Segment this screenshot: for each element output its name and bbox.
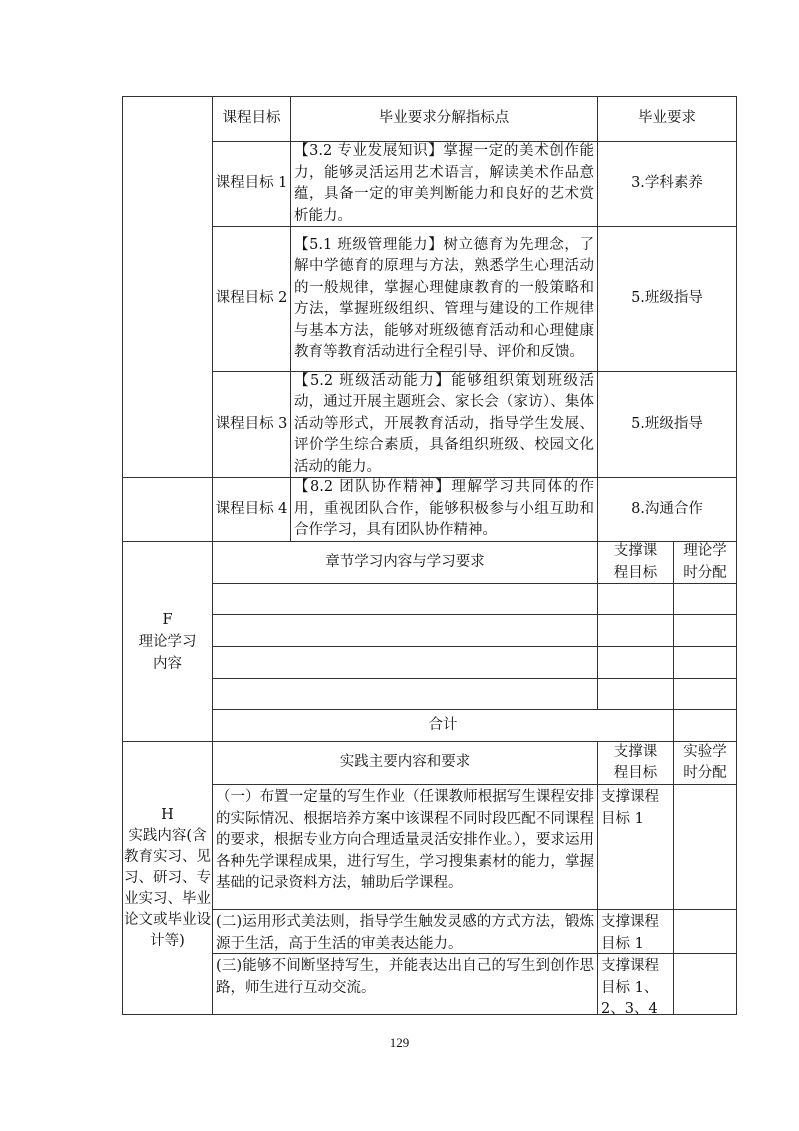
- theory-header-hours: 理论学时分配: [683, 543, 727, 581]
- practice-support-cell: 支撑课程目标 1、2、3、4: [601, 958, 659, 1017]
- practice-label-text: H 实践内容(含教育实习、见习、研习、专业实习、毕业论文或毕业设计等): [124, 806, 211, 949]
- indicator-cell: [291, 142, 597, 226]
- practice-support-cell: 支撑课程目标 1: [601, 789, 659, 827]
- col-header-requirement: 毕业要求: [638, 110, 696, 127]
- indicator-cell: [291, 227, 597, 371]
- theory-header-support: 支撑课程目标: [613, 543, 658, 581]
- practice-section-label: [123, 742, 212, 1014]
- indicator-text: 【5.2 班级活动能力】能够组织策划班级活动，通过开展主题班会、家长会（家访）、集体活动等形式，开展教育活动，指导学生发展、评价学生综合素质，具备组织班级、校园文化活动的能力。: [294, 372, 594, 475]
- indicator-text: 【8.2 团队协作精神】理解学习共同体的作用，重视团队合作，能够积极参与小组互助和合作学习，具有团队协作精神。: [294, 479, 594, 539]
- theory-section-label: F 理论学习 内容: [138, 611, 197, 672]
- objective-cell: 课程目标 1: [215, 175, 288, 192]
- page-number: 129: [389, 1035, 410, 1050]
- requirement-cell: 5.班级指导: [631, 415, 703, 432]
- theory-total-label: 合计: [428, 716, 458, 733]
- practice-header-hours: 实验学时分配: [683, 743, 727, 781]
- practice-support-cell: 支撑课程目标 1: [601, 914, 659, 952]
- requirement-cell: 8.沟通合作: [631, 500, 703, 517]
- practice-content-cell: (三)能够不间断坚持写生，并能表达出自己的写生到创作思路，师生进行互动交流。: [216, 958, 594, 996]
- objective-cell: 课程目标 4: [215, 500, 288, 517]
- requirement-cell: 3.学科素养: [631, 175, 703, 192]
- indicator-text: 【3.2 专业发展知识】掌握一定的美术创作能力，能够灵活运用艺术语言，解读美术作品意蕴，具备一定的审美判断能力和良好的艺术赏析能力。: [294, 143, 594, 224]
- practice-header-content: 实践主要内容和要求: [339, 754, 471, 771]
- practice-content-cell: (二)运用形式美法则，指导学生触发灵感的方式方法，锻炼源于生活，高于生活的审美表达能力。: [216, 914, 594, 952]
- objective-cell: 课程目标 3: [215, 415, 288, 432]
- theory-header-content: 章节学习内容与学习要求: [325, 553, 485, 570]
- indicator-text: 【5.1 班级管理能力】树立德育为先理念，了解中学德育的原理与方法，熟悉学生心理活动的一般规律，掌握心理健康教育的一般策略和方法，掌握班级组织、管理与建设的工作规律与基本方法，能够对班级德育活动和心理健康教育等教育活动进行全程引导、评价和反馈。: [294, 236, 594, 360]
- col-header-objective: 课程目标: [222, 110, 281, 127]
- practice-content-cell: （一）布置一定量的写生作业（任课教师根据写生课程安排的实际情况、根据培养方案中该课程不同时段匹配不同课程的要求，根据专业方向合理适量灵活安排作业。），要求运用各种先学课程成果，进行写生，学习搜集素材的能力，掌握基础的记录资料方法，辅助后学课程。: [216, 789, 594, 891]
- col-header-indicator: 毕业要求分解指标点: [378, 110, 510, 127]
- indicator-cell: [291, 372, 597, 477]
- practice-header-support: 支撑课程目标: [613, 743, 658, 781]
- requirement-cell: 5.班级指导: [631, 290, 703, 307]
- objective-cell: 课程目标 2: [215, 290, 288, 307]
- indicator-cell: [291, 478, 597, 541]
